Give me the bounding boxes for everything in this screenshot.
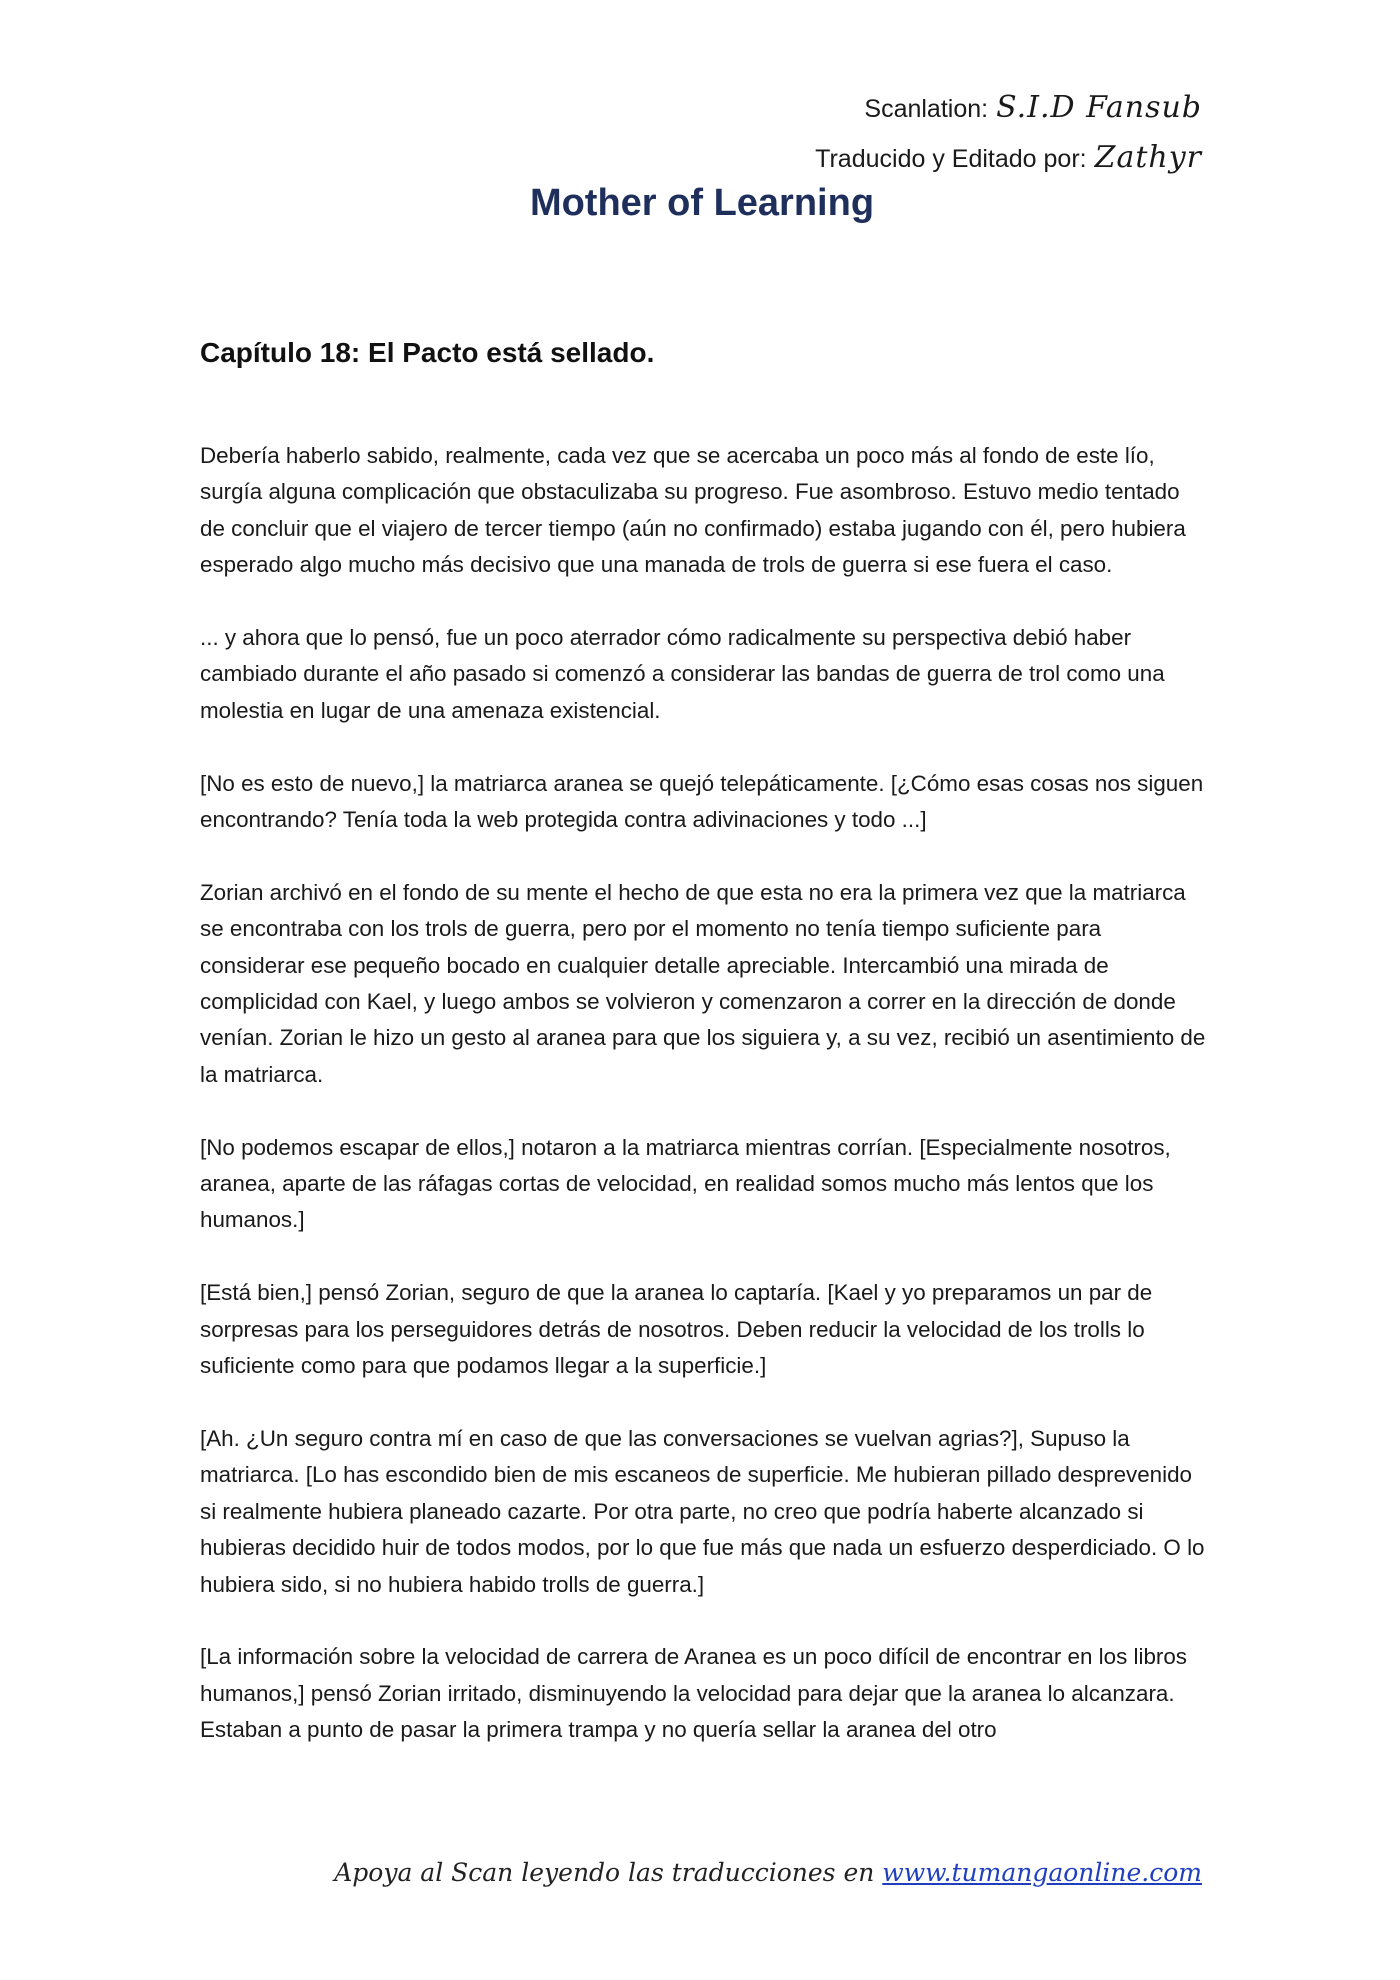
- chapter-heading: Capítulo 18: El Pacto está sellado.: [200, 337, 655, 368]
- paragraph: [La información sobre la velocidad de carrera de Aranea es un poco difícil de encontrar en los libros humanos,] pensó Zorian irritado, disminuyendo la velocidad para dejar que la aranea lo alcanzara. Estaban a punto de pasar la primera trampa y no quería sellar la aranea del otro: [200, 1644, 1188, 1743]
- scanlation-credit: [864, 90, 1202, 125]
- footer-text: Apoya al Scan leyendo las traducciones en: [334, 1858, 875, 1887]
- paragraph: Debería haberlo sabido, realmente, cada vez que se acercaba un poco más al fondo de este lío, surgía alguna complicación que obstaculizaba su progreso. Fue asombroso. Estuvo medio tentado de concluir que el viajero de tercer tiempo (aún no confirmado) estaba jugando con él, pero hubiera esperado algo mucho más decisivo que una manada de trols de guerra si ese fuera el caso.: [200, 443, 1186, 578]
- paragraph: Zorian archivó en el fondo de su mente el hecho de que esta no era la primera vez que la matriarca se encontraba con los trols de guerra, pero por el momento no tenía tiempo suficiente para considerar ese pequeño bocado en cualquier detalle apreciable. Intercambió una mirada de complicidad con Kael, y luego ambos se volvieron y comenzaron a correr en la dirección de donde venían. Zorian le hizo un gesto al aranea para que los siguiera y, a su vez, recibió un asentimiento de la matriarca.: [200, 879, 1206, 1087]
- chapter-body: [200, 438, 1206, 1785]
- paragraph: [Ah. ¿Un seguro contra mí en caso de que las conversaciones se vuelvan agrias?], Supuso la matriarca. [Lo has escondido bien de mis escaneos de superficie. Me hubieran pillado desprevenido si realmente hubiera planeado cazarte. Por otra parte, no creo que podría haberte alcanzado si hubieras decidido huir de todos modos, por lo que fue más que nada un esfuerzo desperdiciado. O lo hubiera sido, si no hubiera habido trolls de guerra.]: [200, 1425, 1205, 1597]
- footer-note: [334, 1858, 1202, 1887]
- scanlation-label: Scanlation:: [864, 95, 989, 123]
- translator-credit: [815, 140, 1202, 175]
- footer-link[interactable]: www.tumangaonline.com: [882, 1858, 1202, 1887]
- translator-name: Zathyr: [1094, 140, 1202, 175]
- translator-label: Traducido y Editado por:: [815, 145, 1087, 173]
- paragraph: ... y ahora que lo pensó, fue un poco aterrador cómo radicalmente su perspectiva debió haber cambiado durante el año pasado si comenzó a considerar las bandas de guerra de trol como una molestia en lugar de una amenaza existencial.: [200, 625, 1165, 723]
- paragraph: [No es esto de nuevo,] la matriarca aranea se quejó telepáticamente. [¿Cómo esas cosas nos siguen encontrando? Tenía toda la web protegida contra adivinaciones y todo ...]: [200, 770, 1204, 833]
- scanlation-group: S.I.D Fansub: [996, 90, 1202, 125]
- paragraph: [Está bien,] pensó Zorian, seguro de que la aranea lo captaría. [Kael y yo preparamos un par de sorpresas para los perseguidores detrás de nosotros. Deben reducir la velocidad de los trolls lo suficiente como para que podamos llegar a la superficie.]: [200, 1280, 1153, 1379]
- document-title: Mother of Learning: [529, 182, 875, 224]
- paragraph: [No podemos escapar de ellos,] notaron a la matriarca mientras corrían. [Especialmente nosotros, aranea, aparte de las ráfagas cortas de velocidad, en realidad somos mucho más lentos que los humanos.]: [200, 1134, 1171, 1233]
